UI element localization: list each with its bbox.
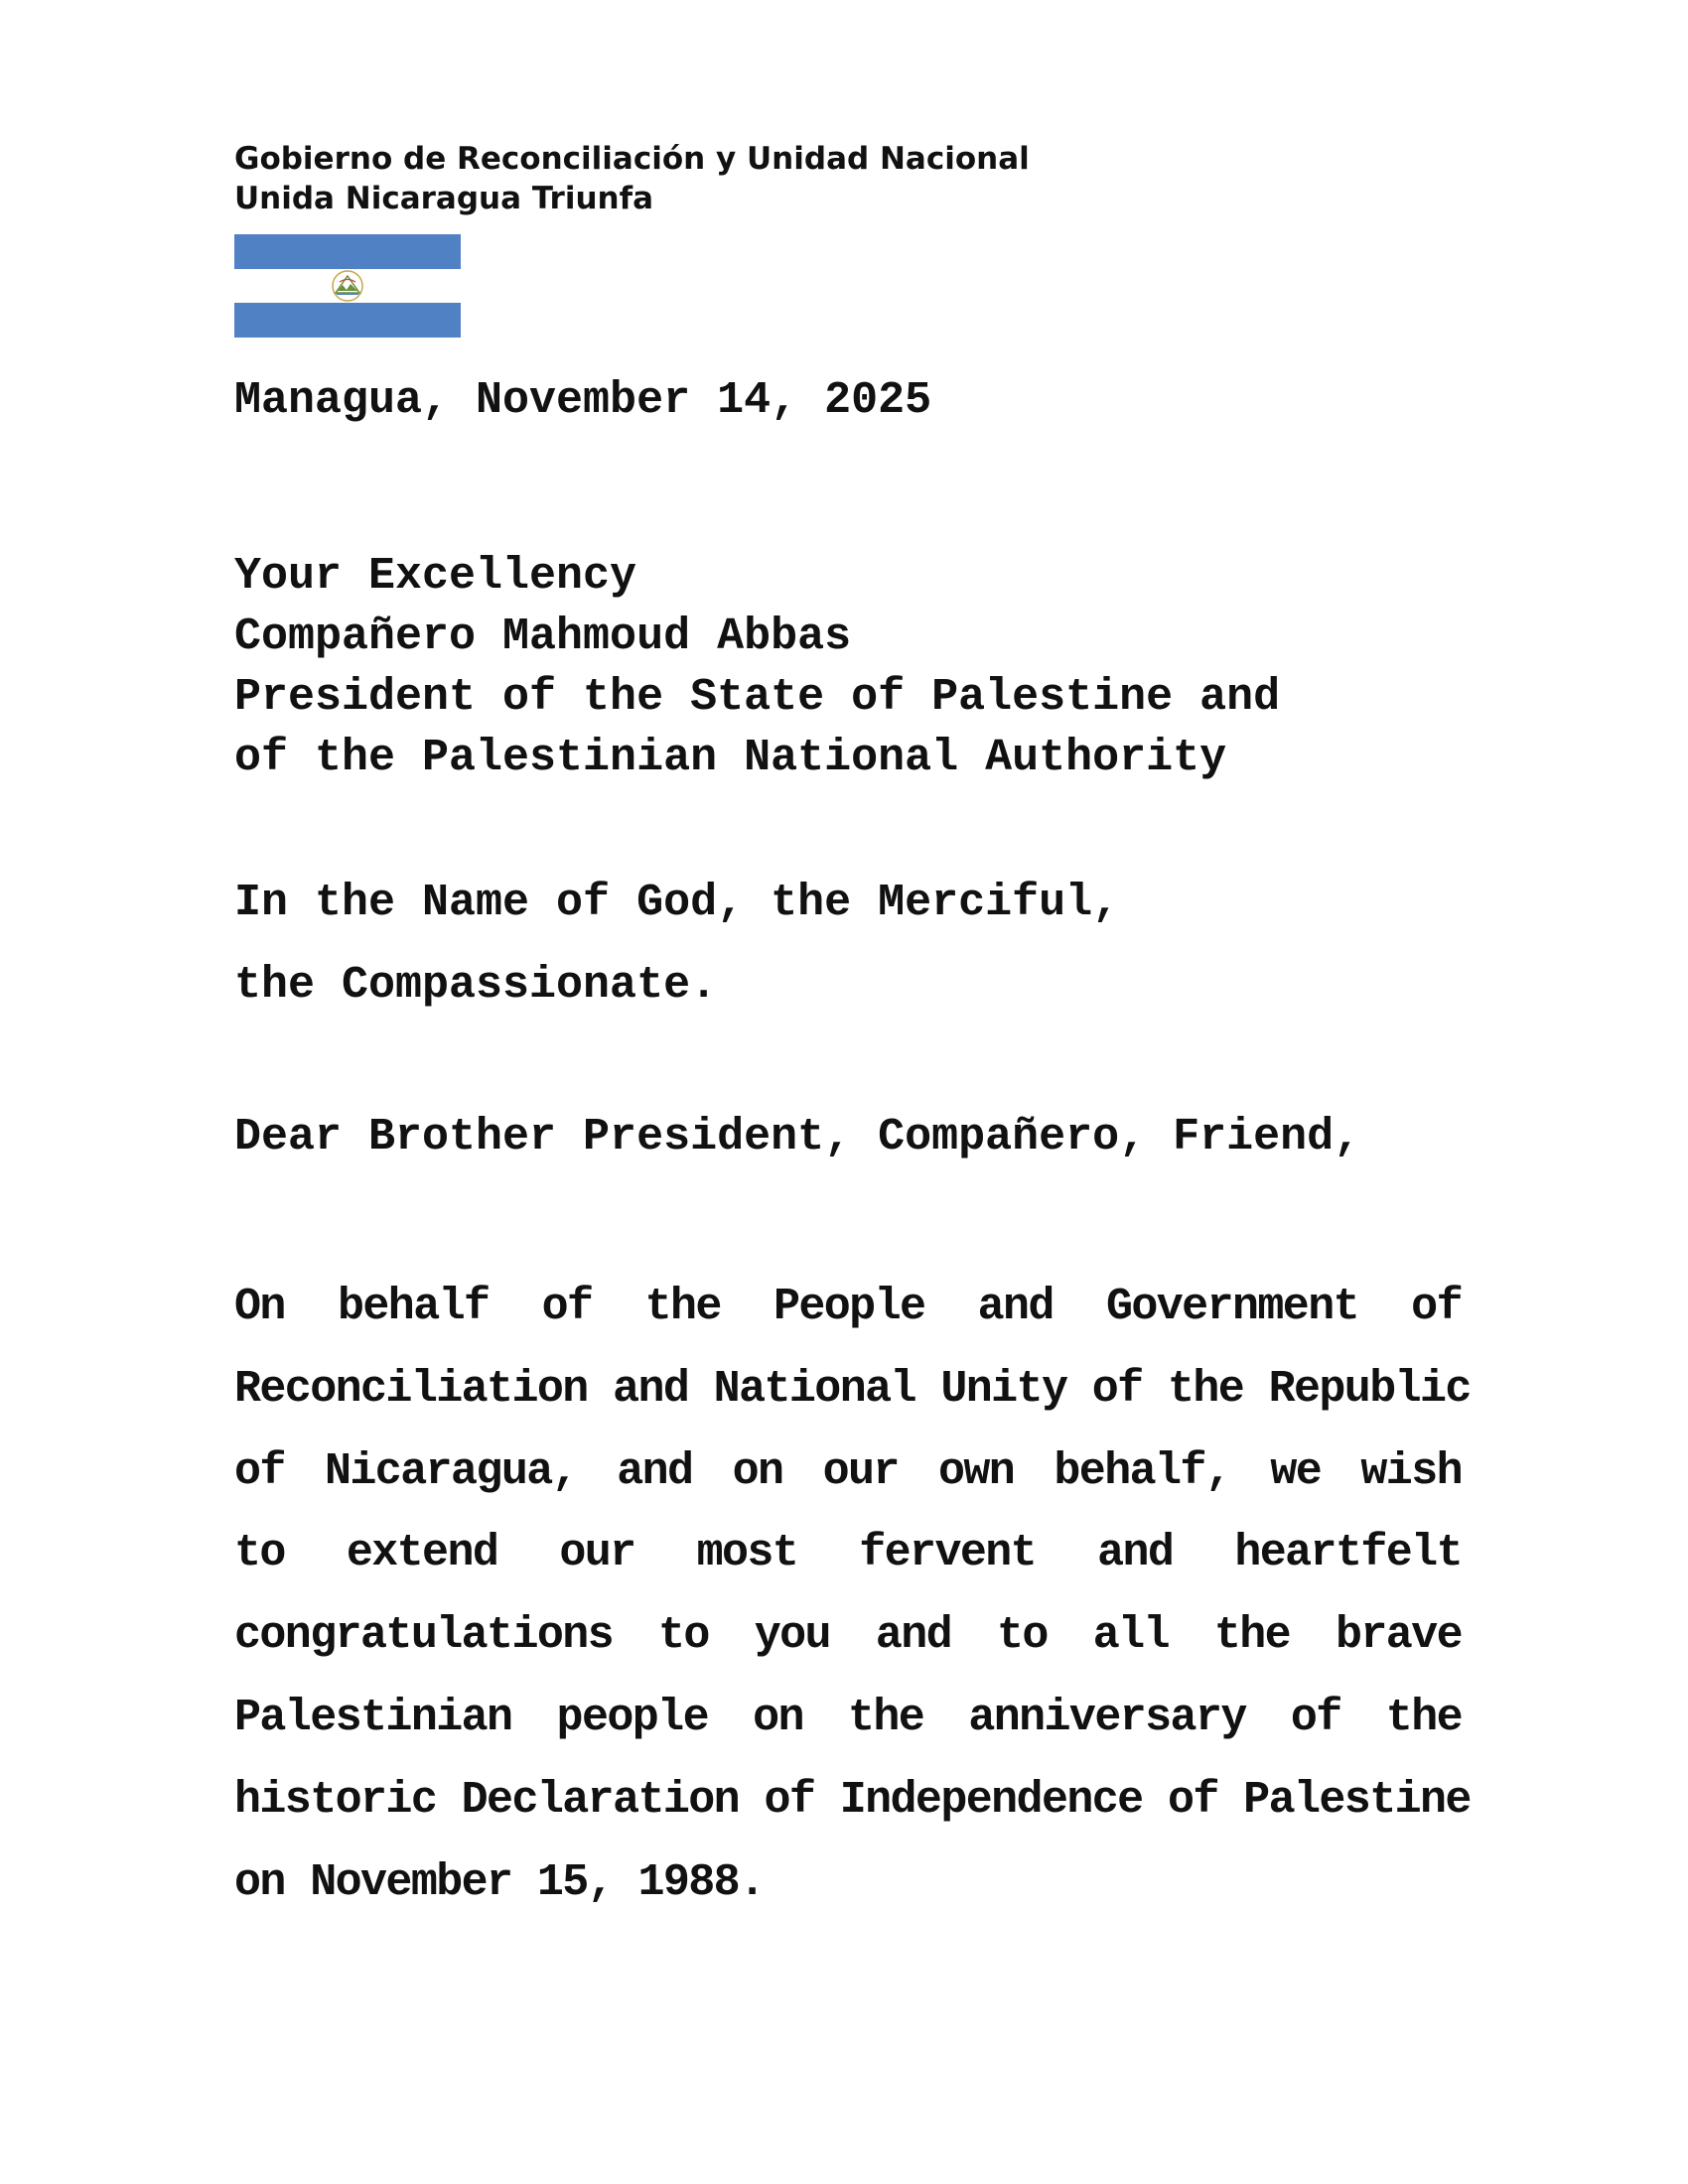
body-line: of Nicaragua, and on our own behalf, we wish	[234, 1445, 1462, 1497]
addressee-line: Compañero Mahmoud Abbas	[234, 612, 852, 662]
addressee-line: President of the State of Palestine and	[234, 672, 1281, 723]
letterhead-slogan: Unida Nicaragua Triunfa	[234, 181, 654, 216]
invocation-line: the Compassionate.	[234, 960, 718, 1011]
body-line: Palestinian people on the anniversary of the	[234, 1692, 1462, 1743]
body-line: congratulations to you and to all the brave	[234, 1610, 1462, 1662]
body-paragraph	[234, 1267, 1471, 1924]
letterhead	[234, 139, 1030, 218]
body-line: Reconciliation and National Unity of the Republic	[234, 1363, 1471, 1415]
salutation: Dear Brother President, Compañero, Friend,	[234, 1112, 1361, 1162]
letterhead-government-name: Gobierno de Reconciliación y Unidad Nacional	[234, 141, 1030, 177]
addressee-line: of the Palestinian National Authority	[234, 733, 1227, 783]
letter-date: Managua, November 14, 2025	[234, 375, 932, 426]
body-line: historic Declaration of Independence of Palestine	[234, 1774, 1471, 1826]
coat-of-arms-icon	[328, 269, 367, 303]
invocation-line: In the Name of God, the Merciful,	[234, 878, 1120, 928]
addressee-block	[234, 546, 1280, 788]
addressee-line: Your Excellency	[234, 551, 637, 602]
body-line: to extend our most fervent and heartfelt	[234, 1528, 1462, 1579]
body-line: on November 15, 1988.	[234, 1856, 765, 1908]
invocation	[234, 862, 1119, 1026]
nicaragua-flag-icon	[234, 234, 461, 338]
body-line: On behalf of the People and Government of	[234, 1282, 1462, 1332]
